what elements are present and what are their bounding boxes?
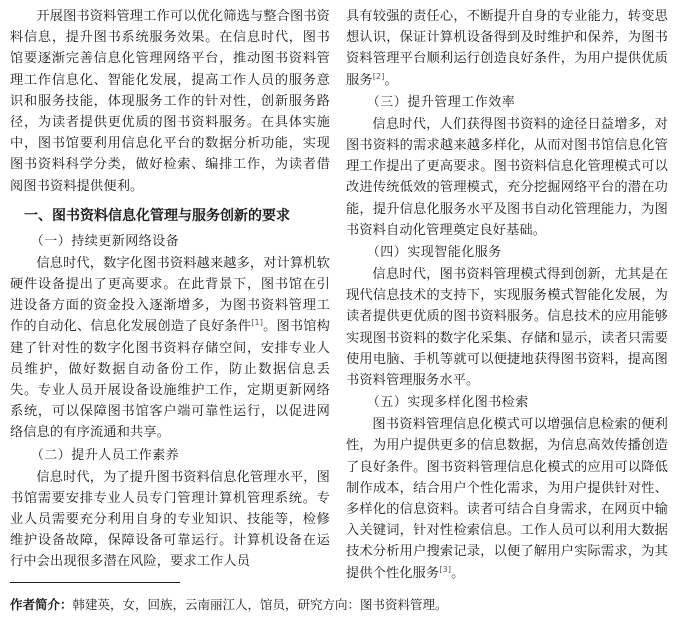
right-column (346, 6, 668, 584)
author-bio-footnote (10, 596, 682, 614)
subsection-4-paragraph: 信息时代，图书资料管理模式得到创新，尤其是在现代信息技术的支持下，实现服务模式智能化发展，为读者提供更优质的图书资料服务。信息技术的应用能够实现图书资料的数字化采集、存储和显示，读者只需要使用电脑、手机等就可以便捷地获得图书资料，提高图书资料管理服务水平。 (346, 267, 668, 389)
subsection-5-heading: （五）实现多样化图书检索 (366, 395, 529, 411)
subsection-3-paragraph: 信息时代，人们获得图书资料的途径日益增多，对图书资料的需求越来越多样化，从而对图书馆信息化管理工作提出了更高要求。图书资料信息化管理模式可以改进传统低效的管理模式，充分挖掘网络平台的潜在功能，提升信息化服务水平及图书自动化管理能力，为图书资料自动化管理奠定良好基础。 (346, 116, 668, 238)
continued-text-a: 具有较强的责任心，不断提升自身的专业能力，转变思想认识，保证计算机设备得到及时维护和保养，为图书资料管理平台顺利运行创造良好条件，为用户提供优质服务 (346, 9, 668, 88)
subsection-1-heading: （一）持续更新网络设备 (30, 233, 180, 249)
author-bio-text: 韩建英，女，回族，云南丽江人，馆员，研究方向：图书资料管理。 (72, 597, 448, 612)
subsection-5-text-b: 。 (451, 565, 465, 581)
citation-2: [2] (372, 71, 385, 81)
intro-paragraph: 开展图书资料管理工作可以优化筛选与整合图书资料信息，提升图书系统服务效果。在信息时代，图书馆要逐渐完善信息化管理网络平台，推动图书资料管理工作信息化、智能化发展，提高工作人员的服务意识和服务技能，体现服务工作的针对性，创新服务路径，为读者提供更优质的图书资料服务。在具体实施中，图书馆要利用信息化平台的数据分析功能，实现图书资料科学分类，做好检索、编排工作，为读者借阅图书资料提供便利。 (10, 9, 330, 194)
author-bio-label: 作者简介： (10, 597, 73, 612)
subsection-2-heading: （二）提升人员工作素养 (30, 447, 180, 463)
citation-3: [3] (439, 564, 452, 574)
subsection-1-text-b: 。图书馆构建了针对性的数字化图书资料存储空间，安排专业人员维护，做好数据自动备份工作，防止数据信息丢失。专业人员开展设备设施维护工作，定期更新网络系统，可以保障图书馆客户端可靠性运行，以促进网络信息的有序流通和共享。 (10, 319, 330, 441)
continued-paragraph (346, 6, 668, 91)
citation-1: [1] (251, 318, 263, 328)
section-heading: 一、图书资料信息化管理与服务创新的要求 (24, 207, 290, 224)
left-column (10, 6, 330, 573)
subsection-1-paragraph (10, 253, 330, 444)
subsection-1-text-a: 信息时代，数字化图书资料越来越多，对计算机软硬件设备提出了更高要求。在此背景下，图书馆在引进设备方面的资金投入逐渐增多，为图书资料管理工作的自动化、信息化发展创造了良好条件 (10, 255, 330, 335)
subsection-5-text-a: 图书资料管理信息化模式可以增强信息检索的便利性，为用户提供更多的信息数据，为信息高效传播创造了良好条件。图书资料管理信息化模式的应用可以降低制作成本，结合用户个性化需求，为用户提供针对性、多样化的信息资料。读者可结合自身需求，在网页中输入关键词，针对性检索信息。工作人员可以利用大数据技术分析用户搜索记录，以便了解用户实际需求，为其提供个性化服务 (346, 417, 668, 581)
continued-text-b: 。 (384, 72, 398, 88)
footnote-divider (10, 582, 180, 583)
subsection-3-heading: （三）提升管理工作效率 (366, 94, 516, 110)
subsection-2-paragraph: 信息时代，为了提升图书资料信息化管理水平，图书馆需要安排专业人员专门管理计算机管理系统。专业人员需要充分利用自身的专业知识、技能等，检修维护设备故障，保障设备可靠运行。计算机设备在运行中会出现很多潜在风险，要求工作人员 (10, 469, 330, 570)
subsection-5-paragraph (346, 414, 668, 584)
subsection-4-heading: （四）实现智能化服务 (366, 245, 502, 261)
